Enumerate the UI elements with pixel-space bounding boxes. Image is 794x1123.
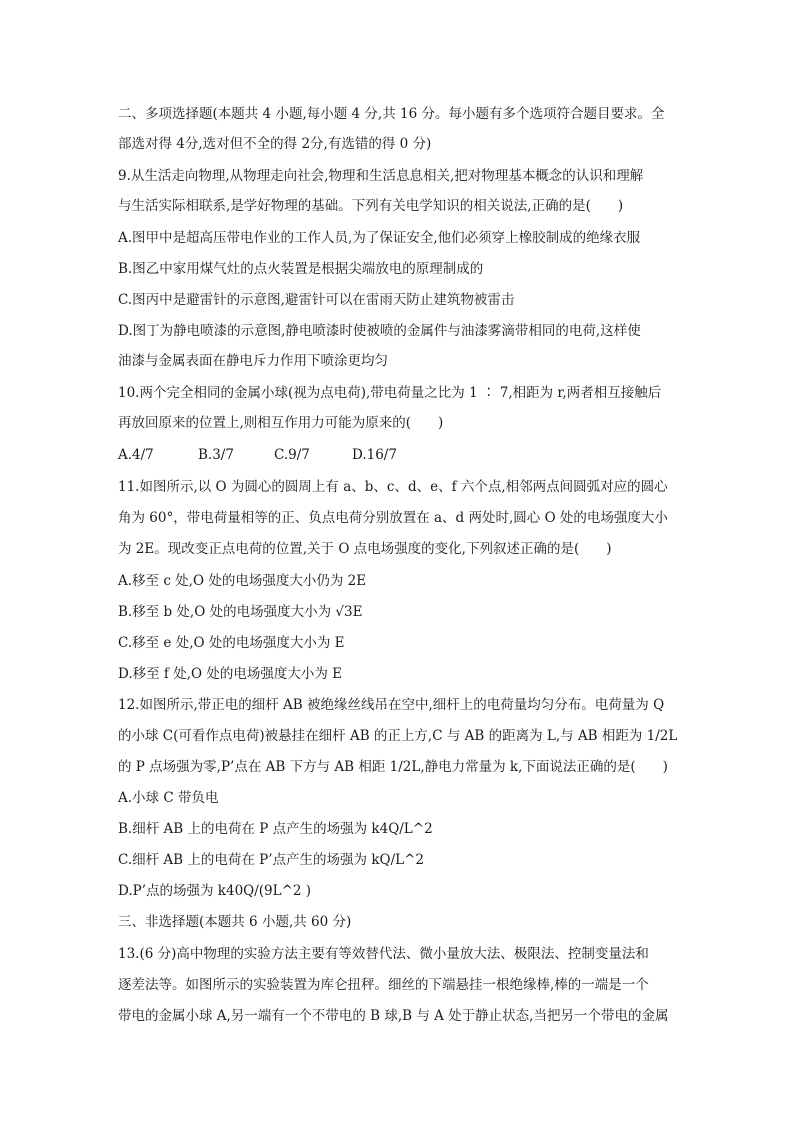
q9-stem-line1: 9.从生活走向物理,从物理走向社会,物理和生活息息相关,把对物理基本概念的认识和理解 [118, 168, 644, 184]
q9-stem-line2: 与生活实际相联系,是学好物理的基础。下列有关电学知识的相关说法,正确的是( ) [118, 198, 624, 214]
q9-option-b: B.图乙中家用煤气灶的点火装置是根据尖端放电的原理制成的 [118, 261, 484, 277]
q10-option-d: D.16/7 [352, 447, 397, 463]
section2-header-line2: 部选对得 4分,选对但不全的得 2分,有选错的得 0 分) [118, 136, 432, 152]
q10-option-a: A.4/7 [118, 447, 154, 463]
q12-stem-line3: 的 P 点场强为零,P’点在 AB 下方与 AB 相距 1/2L,静电力常量为 k,下面说法正确的是( ) [118, 759, 668, 775]
q10-options-row [118, 445, 678, 465]
q12-option-a: A.小球 C 带负电 [118, 790, 219, 806]
q9-option-d-line1: D.图丁为静电喷漆的示意图,静电喷漆时使被喷的金属件与油漆雾滴带相同的电荷,这样使 [118, 323, 641, 339]
q11-stem-line3: 为 2E。现改变正点电荷的位置,关于 O 点电场强度的变化,下列叙述正确的是( ) [118, 541, 612, 557]
section3-header: 三、非选择题(本题共 6 小题,共 60 分) [118, 914, 352, 930]
q12-option-d: D.P’点的场强为 k40Q/(9L^2 ) [118, 883, 312, 899]
q11-option-d: D.移至 f 处,O 处的电场强度大小为 E [118, 666, 343, 682]
q11-option-c: C.移至 e 处,O 处的电场强度大小为 E [118, 635, 345, 651]
q11-option-b: B.移至 b 处,O 处的电场强度大小为 √3E [118, 604, 363, 620]
q10-option-b: B.3/7 [198, 447, 234, 463]
q12-option-b: B.细杆 AB 上的电荷在 P 点产生的场强为 k4Q/L^2 [118, 821, 433, 837]
q9-option-d-line2: 油漆与金属表面在静电斥力作用下喷涂更均匀 [118, 353, 388, 369]
q12-option-c: C.细杆 AB 上的电荷在 P’点产生的场强为 kQ/L^2 [118, 852, 425, 868]
q9-option-a: A.图甲中是超高压带电作业的工作人员,为了保证安全,他们必须穿上橡胶制成的绝缘衣服 [118, 230, 641, 246]
q10-stem-line1: 10.两个完全相同的金属小球(视为点电荷),带电荷量之比为 1 ∶ 7,相距为 r,两者相互接触后 [118, 385, 662, 401]
section2-header-line1: 二、多项选择题(本题共 4 小题,每小题 4 分,共 16 分。每小题有多个选项符合题目要求。全 [118, 106, 665, 122]
q13-stem-line2: 逐差法等。如图所示的实验装置为库仑扭秤。细丝的下端悬挂一根绝缘棒,棒的一端是一个 [118, 977, 649, 993]
q10-option-c: C.9/7 [274, 447, 310, 463]
q10-stem-line2: 再放回原来的位置上,则相互作用力可能为原来的( ) [118, 415, 444, 431]
q12-stem-line2: 的小球 C(可看作点电荷)被悬挂在细杆 AB 的正上方,C 与 AB 的距离为 L,与 AB 相距为 1/2L [118, 728, 678, 744]
q11-stem-line2: 角为 60°，带电荷量相等的正、负点电荷分别放置在 a、d 两处时,圆心 O 处的电场强度大小 [118, 510, 668, 526]
q9-option-c: C.图丙中是避雷针的示意图,避雷针可以在雷雨天防止建筑物被雷击 [118, 292, 515, 308]
q12-stem-line1: 12.如图所示,带正电的细杆 AB 被绝缘丝线吊在空中,细杆上的电荷量均匀分布。电荷量为 Q [118, 697, 665, 713]
q13-stem-line3: 带电的金属小球 A,另一端有一个不带电的 B 球,B 与 A 处于静止状态,当把另一个带电的金属 [118, 1008, 669, 1024]
q13-stem-line1: 13.(6 分)高中物理的实验方法主要有等效替代法、微小量放大法、极限法、控制变量法和 [118, 946, 649, 962]
q11-stem-line1: 11.如图所示,以 O 为圆心的圆周上有 a、b、c、d、e、f 六个点,相邻两点间圆弧对应的圆心 [118, 479, 668, 495]
q11-option-a: A.移至 c 处,O 处的电场强度大小仍为 2E [118, 573, 367, 589]
